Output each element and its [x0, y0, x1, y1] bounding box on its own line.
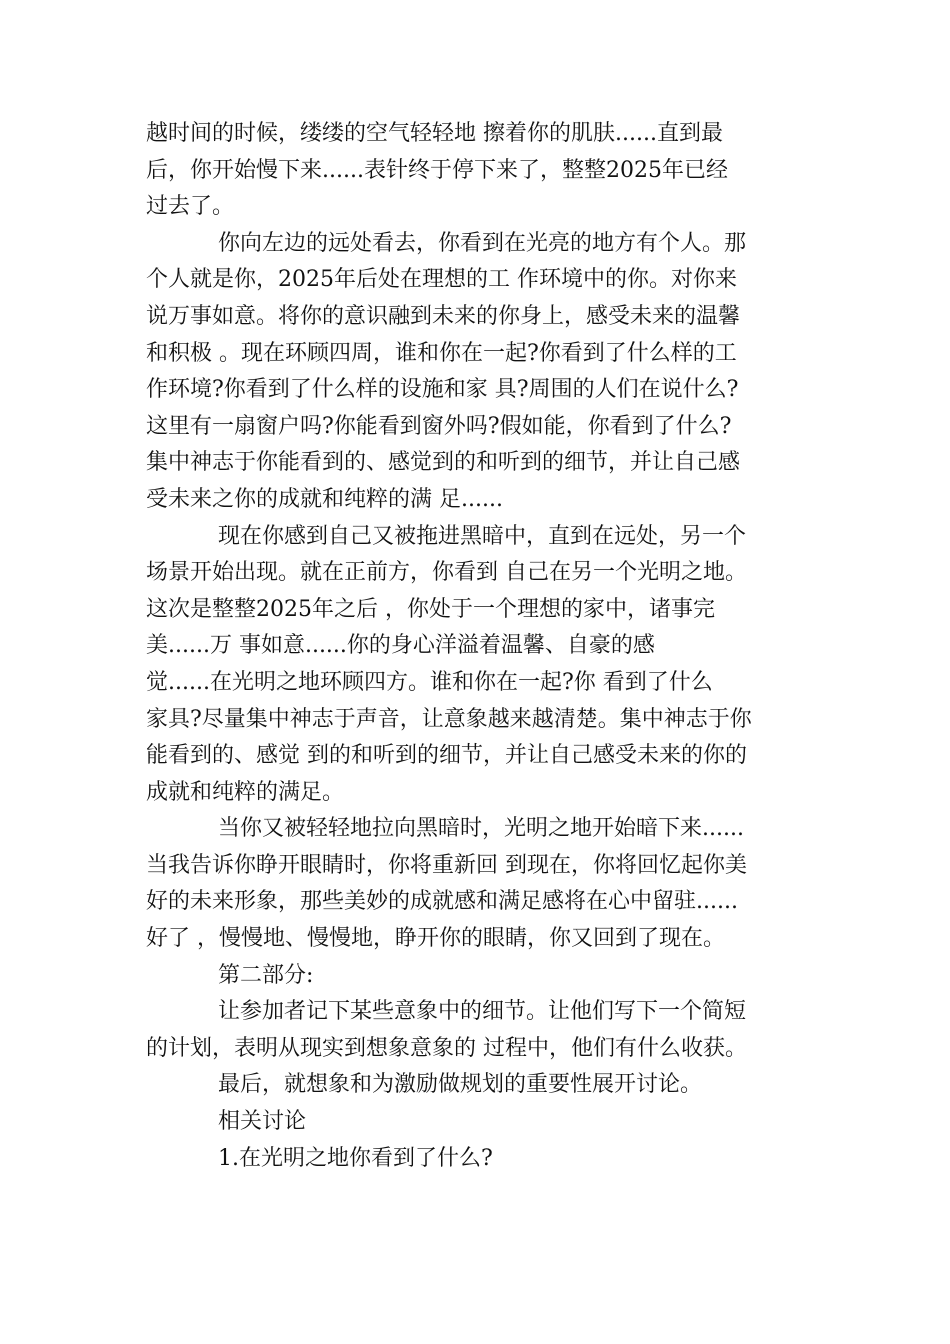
text-line: 集中神志于你能看到的、感觉到的和听到的细节，并让自己感	[146, 450, 741, 476]
text-line: 越时间的时候，缕缕的空气轻轻地 擦着你的肌肤......直到最	[146, 121, 723, 146]
text-line: 个人就是你，2025年后处在理想的工 作环境中的你。对你来	[146, 267, 737, 293]
text-line: 最后，就想象和为激励做规划的重要性展开讨论。	[218, 1072, 703, 1098]
text-line: 当我告诉你睁开眼睛时，你将重新回 到现在，你将回忆起你美	[146, 852, 747, 878]
text-line: 能看到的、感觉 到的和听到的细节，并让自己感受未来的你的	[146, 743, 747, 769]
text-line: 和积极 。现在环顾四周，谁和你在一起?你看到了什么样的工	[146, 340, 737, 366]
text-line: 过去了。	[146, 194, 235, 220]
text-line: 好的未来形象，那些美妙的成就感和满足感将在心中留驻......	[146, 889, 738, 915]
text-line: 这次是整整2025年之后 ，你处于一个理想的家中，诸事完	[146, 596, 715, 622]
text-line: 成就和纯粹的满足。	[146, 779, 345, 805]
text-line: 的计划，表明从现实到想象意象的 过程中，他们有什么收获。	[146, 1035, 747, 1061]
text-line: 家具?尽量集中神志于声音，让意象越来越清楚。集中神志于你	[146, 706, 752, 732]
text-line: 觉......在光明之地环顾四方。谁和你在一起?你 看到了什么	[146, 669, 713, 695]
text-line: 相关讨论	[218, 1109, 307, 1135]
text-line: 作环境?你看到了什么样的设施和家 具?周围的人们在说什么?	[146, 377, 739, 403]
text-line: 好了 ，慢慢地、慢慢地，睁开你的眼睛，你又回到了现在。	[146, 926, 725, 952]
text-line: 你向左边的远处看去，你看到在光亮的地方有个人。那	[218, 230, 747, 256]
text-line: 当你又被轻轻地拉向黑暗时，光明之地开始暗下来......	[218, 816, 744, 842]
text-line: 场景开始出现。就在正前方，你看到 自己在另一个光明之地。	[146, 560, 747, 586]
text-line: 后，你开始慢下来......表针终于停下来了，整整2025年已经	[146, 157, 728, 183]
document-body	[146, 116, 810, 1177]
text-line: 美......万 事如意......你的身心洋溢着温馨、自豪的感	[146, 633, 655, 659]
text-line: 这里有一扇窗户吗?你能看到窗外吗?假如能，你看到了什么?	[146, 413, 732, 439]
text-line: 受未来之你的成就和纯粹的满 足......	[146, 486, 503, 512]
text-line: 1.在光明之地你看到了什么?	[218, 1145, 493, 1171]
text-line: 说万事如意。将你的意识融到未来的你身上，感受未来的温馨	[146, 303, 741, 329]
text-line: 让参加者记下某些意象中的细节。让他们写下一个简短	[218, 999, 747, 1025]
text-line: 第二部分:	[218, 962, 314, 988]
text-line: 现在你感到自己又被拖进黑暗中，直到在远处，另一个	[218, 523, 747, 549]
